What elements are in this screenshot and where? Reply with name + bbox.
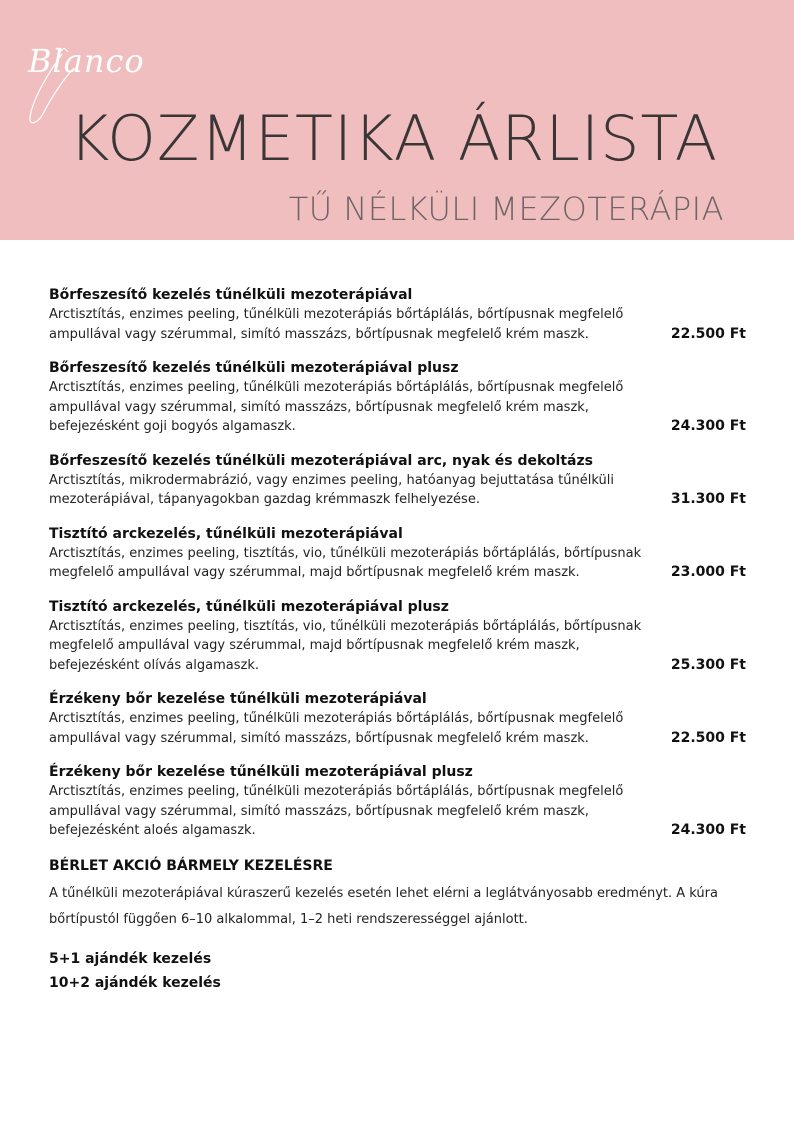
price-item [49, 690, 749, 748]
item-name: Bőrfeszesítő kezelés tűnélküli mezoterápiával plusz [49, 360, 459, 376]
item-name: Tisztító arckezelés, tűnélküli mezoterápiával plusz [49, 598, 449, 615]
price-list [49, 286, 749, 995]
item-name: Bőrfeszesítő kezelés tűnélküli mezoterápiával [49, 287, 413, 303]
item-description: Arctisztítás, enzimes peeling, tűnélküli mezoterápiás bőrtáplálás, bőrtípusnak megfelelő ampullával vagy szérummal, simító masszázs, bőrtípusnak megfelelő krém maszk, befejezésként aloés algamaszk. [49, 784, 624, 838]
item-name: Érzékeny bőr kezelése tűnélküli mezoterápiával plusz [49, 764, 473, 780]
item-name: Bőrfeszesítő kezelés tűnélküli mezoterápiával arc, nyak és dekoltázs [49, 452, 593, 469]
price-item [49, 286, 749, 344]
item-price: 24.300 Ft [670, 822, 746, 838]
price-item [49, 359, 749, 437]
item-price: 24.300 Ft [670, 418, 746, 434]
item-price: 31.300 Ft [670, 491, 746, 507]
item-price: 22.500 Ft [670, 325, 746, 342]
page-title: KOZMETIKA ÁRLISTA [68, 102, 718, 175]
item-name: Tisztító arckezelés, tűnélküli mezoterápiával [49, 525, 403, 542]
item-description: Arctisztítás, enzimes peeling, tűnélküli mezoterápiás bőrtáplálás, bőrtípusnak megfelelő ampullával vagy szérummal, simító masszázs, bőrtípusnak megfelelő krém maszk. [49, 307, 624, 342]
page-subtitle: TŰ NÉLKÜLI MEZOTERÁPIA [288, 190, 724, 228]
price-item [49, 525, 749, 583]
package-list [49, 947, 749, 995]
price-item [49, 763, 749, 841]
offer-description: A tűnélküli mezoterápiával kúraszerű kezelés esetén lehet elérni a leglátványosabb eredményt. A kúra bőrtípustól függően 6–10 alkalommal, 1–2 heti rendszerességgel ajánlott. [49, 885, 718, 927]
item-description: Arctisztítás, enzimes peeling, tűnélküli mezoterápiás bőrtáplálás, bőrtípusnak megfelelő ampullával vagy szérummal, simító masszázs, bőrtípusnak megfelelő krém maszk. [49, 711, 624, 746]
item-name: Érzékeny bőr kezelése tűnélküli mezoterápiával [49, 691, 427, 707]
item-price: 25.300 Ft [670, 656, 746, 673]
package-item: 10+2 ajándék kezelés [49, 974, 221, 991]
item-description: Arctisztítás, enzimes peeling, tisztítás, vio, tűnélküli mezoterápiás bőrtáplálás, bőrtípusnak megfelelő ampullával vagy szérummal, majd bőrtípusnak megfelelő krém maszk, befejezésként olívás algamaszk. [49, 618, 642, 673]
price-item [49, 452, 749, 510]
package-item: 5+1 ajándék kezelés [49, 950, 212, 967]
item-price: 22.500 Ft [670, 729, 746, 746]
price-item [49, 598, 749, 676]
item-description: Arctisztítás, enzimes peeling, tisztítás, vio, tűnélküli mezoterápiás bőrtáplálás, bőrtípusnak megfelelő ampullával vagy szérummal, majd bőrtípusnak megfelelő krém maszk. [49, 545, 642, 580]
item-price: 23.000 Ft [670, 564, 746, 580]
item-description: Arctisztítás, mikrodermabrázió, vagy enzimes peeling, hatóanyag bejuttatása tűnélküli mezoterápiával, tápanyagokban gazdag krémmaszk felhelyezése. [49, 472, 614, 507]
item-description: Arctisztítás, enzimes peeling, tűnélküli mezoterápiás bőrtáplálás, bőrtípusnak megfelelő ampullával vagy szérummal, simító masszázs, bőrtípusnak megfelelő krém maszk, befejezésként goji bogyós algamaszk. [49, 380, 624, 434]
header-banner [0, 0, 794, 240]
offer-title: BÉRLET AKCIÓ BÁRMELY KEZELÉSRE [49, 857, 333, 874]
brand-logo: Blanco [28, 42, 145, 80]
